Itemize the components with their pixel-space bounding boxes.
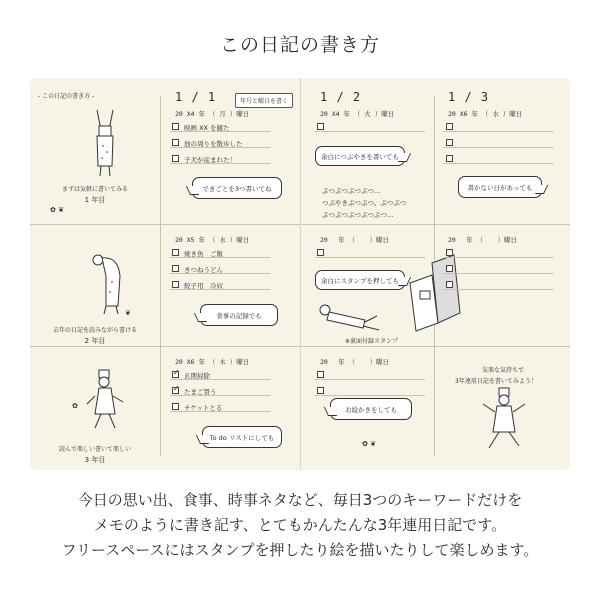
date-line: 20 X6 年 （ 木 ）曜日 xyxy=(175,358,250,366)
checkbox[interactable] xyxy=(446,249,453,256)
checkbox[interactable] xyxy=(446,281,453,288)
tip-bubble: 余白にスタンプを押しても xyxy=(315,270,405,290)
column-divider xyxy=(160,96,161,456)
checkbox[interactable] xyxy=(172,155,179,162)
entry-row xyxy=(444,278,554,290)
year-number: 2 年目 xyxy=(84,337,106,345)
row-divider xyxy=(30,224,300,225)
caption-line: 今日の思い出、食事、時事ネタなど、毎日3つのキーワードだけを xyxy=(77,491,523,509)
checkbox[interactable] xyxy=(172,281,179,288)
character-illustration xyxy=(85,108,125,178)
message-line: 気楽な気持ちで xyxy=(482,367,524,374)
checkbox[interactable] xyxy=(446,155,453,162)
checkbox[interactable] xyxy=(317,371,324,378)
checkbox-checked[interactable]: ✓ xyxy=(173,384,180,393)
entry-text: チケットとる xyxy=(184,404,223,412)
date-line: 20 X6 年 （ 水 ）曜日 xyxy=(448,110,523,118)
caption-line: メモのように書き記す、とてもかんたんな3年連用日記です。 xyxy=(93,516,507,534)
checkbox[interactable] xyxy=(172,265,179,272)
date-line: 20 年 （ ）曜日 xyxy=(320,236,389,244)
checkbox[interactable] xyxy=(446,265,453,272)
checkbox[interactable] xyxy=(172,403,179,410)
year-label: 読んで楽しい書いて楽しい xyxy=(58,446,131,453)
character-illustration xyxy=(85,368,130,438)
entry-row xyxy=(444,152,554,164)
checkbox[interactable] xyxy=(172,139,179,146)
message-line: 3年連用日記を書いてみよう！ xyxy=(455,378,537,385)
doodle-icon: ❦ xyxy=(125,309,131,317)
tip-bubble: お絵かきをしても xyxy=(330,398,412,420)
page-title: この日記の書き方 xyxy=(219,34,380,56)
entry-text: たまご買う xyxy=(184,388,217,396)
entry-row xyxy=(315,384,425,396)
stamp-note: ※裏面付録スタンプ xyxy=(345,338,399,345)
entry-text: 焼き魚 ご飯 xyxy=(184,250,223,258)
entry-text: 玄関掃除 xyxy=(184,372,210,380)
doodle-icon: ✿ ❦ xyxy=(362,440,376,448)
tip-bubble: できごとを3つ書いてね xyxy=(192,177,282,199)
row-divider xyxy=(302,346,570,347)
header-badge: 年号と曜日を書く xyxy=(235,93,293,108)
entry-text: 子犬が産まれた！ xyxy=(184,156,236,164)
date-line: 20 X4 年 （ 月 ）曜日 xyxy=(175,110,250,118)
checkbox[interactable] xyxy=(446,123,453,130)
year-number: 3 年目 xyxy=(84,456,106,464)
date-line: 20 X5 年 （ 水 ）曜日 xyxy=(175,236,250,244)
page-date: 1 / 2 xyxy=(320,90,362,104)
book-spine xyxy=(300,78,301,470)
handwriting-line: ぷつぷつぷつぷつ… xyxy=(322,187,381,195)
character-illustration xyxy=(90,246,130,316)
entry-row xyxy=(315,120,425,132)
tip-bubble: 食事の記録でも xyxy=(200,304,278,326)
page-date: 1 / 1 xyxy=(175,90,217,104)
row-divider xyxy=(302,224,570,225)
caption-line: フリースペースにはスタンプを押したり絵を描いたりして楽しめます。 xyxy=(61,541,539,559)
row-divider xyxy=(30,346,300,347)
page-date: 1 / 3 xyxy=(448,90,490,104)
entry-text: 映画 XX を観た xyxy=(184,124,230,132)
handwriting-line: つぷやきぷつぷつ。ぷつぷつ xyxy=(322,199,407,207)
checkbox-checked[interactable]: ✓ xyxy=(173,368,180,377)
date-line: 20 年 （ ）曜日 xyxy=(320,358,389,366)
entry-row xyxy=(315,368,425,380)
entry-row xyxy=(444,120,554,132)
checkbox[interactable] xyxy=(317,387,324,394)
handwriting-line: ぷつぷつぷつぷつぷつ… xyxy=(322,211,394,219)
tip-bubble: To do リストにしても xyxy=(202,426,282,448)
entry-text: 池の周りを散歩した xyxy=(184,140,243,148)
stamp-illustration xyxy=(315,296,385,336)
entry-text: 餃子用 冷奴 xyxy=(184,282,223,290)
date-line: 20 年 （ ）曜日 xyxy=(448,236,517,244)
checkbox[interactable] xyxy=(317,249,324,256)
entry-row xyxy=(444,262,554,274)
entry-row xyxy=(444,246,554,258)
checkbox[interactable] xyxy=(172,123,179,130)
checkbox[interactable] xyxy=(317,123,324,130)
tip-bubble: 書かない日があっても xyxy=(458,176,542,198)
year-label: まずは気軽に書いてみる xyxy=(61,186,128,193)
entry-text: きつねうどん xyxy=(184,266,223,274)
guide-title: - この日記の書き方 - xyxy=(38,93,95,100)
doodle-icon: ✿ ❦ xyxy=(50,206,64,214)
date-line: 20 X4 年 （ 火 ）曜日 xyxy=(320,110,395,118)
tip-bubble: 余白につぶやきを書いても xyxy=(315,146,405,166)
doodle-icon: ✿ xyxy=(72,402,78,410)
diary-spread xyxy=(30,78,570,470)
year-number: 1 年目 xyxy=(84,196,106,204)
checkbox[interactable] xyxy=(172,249,179,256)
checkbox[interactable] xyxy=(446,139,453,146)
year-label: 去年の日記を読みながら書ける xyxy=(52,327,137,334)
character-illustration xyxy=(475,386,535,456)
entry-row xyxy=(444,136,554,148)
